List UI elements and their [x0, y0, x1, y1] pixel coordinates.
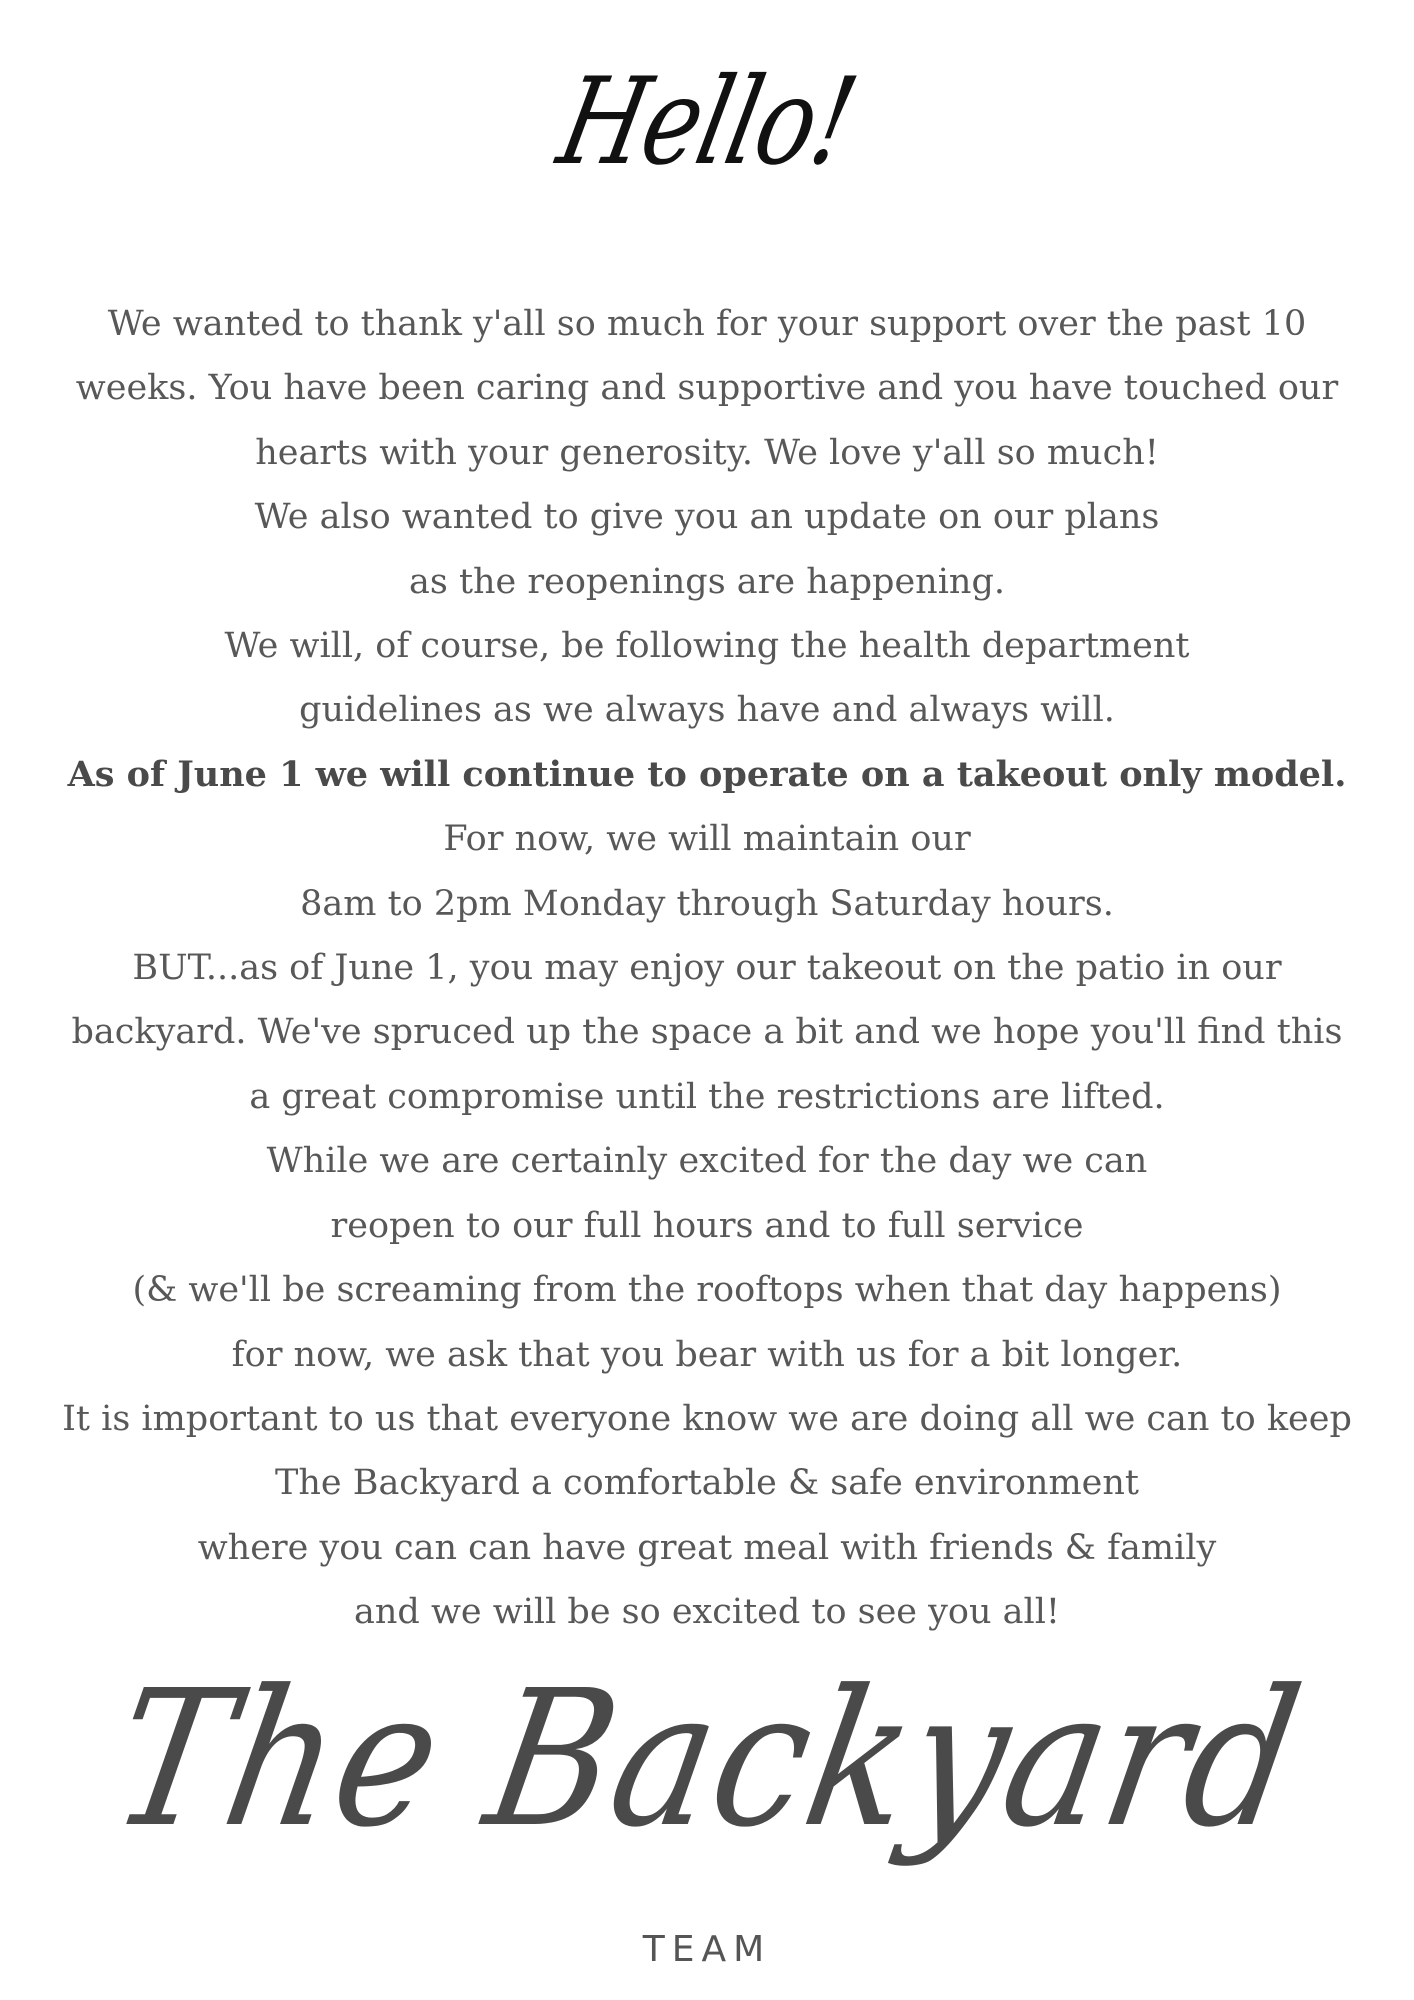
- body-line: as the reopenings are happening.: [409, 561, 1005, 602]
- body-line: The Backyard a comfortable & safe environment: [275, 1463, 1139, 1504]
- body-line: 8am to 2pm Monday through Saturday hours.: [300, 883, 1114, 924]
- body-line: We also wanted to give you an update on our plans: [254, 497, 1160, 538]
- body-line: For now, we will maintain our: [443, 819, 971, 860]
- signature-team-label: TEAM: [642, 1929, 772, 1970]
- greeting-heading: Hello!: [547, 53, 867, 192]
- body-line: hearts with your generosity. We love y'all so much!: [255, 432, 1159, 473]
- body-line: BUT...as of June 1, you may enjoy our takeout on the patio in our: [132, 948, 1282, 989]
- body-line: While we are certainly excited for the day we can: [266, 1141, 1148, 1182]
- body-line: for now, we ask that you bear with us for a bit longer.: [231, 1334, 1183, 1375]
- letter-body: [30, 292, 1384, 1645]
- body-line: a great compromise until the restrictions are lifted.: [249, 1076, 1165, 1117]
- signature-logo: The Backyard: [98, 1650, 1316, 1869]
- body-line: backyard. We've spruced up the space a bit and we hope you'll find this: [71, 1012, 1343, 1053]
- highlight-line: As of June 1 we will continue to operate on a takeout only model.: [67, 753, 1347, 795]
- body-line: (& we'll be screaming from the rooftops when that day happens): [132, 1270, 1282, 1311]
- body-line: weeks. You have been caring and supportive and you have touched our: [75, 368, 1339, 409]
- body-line: We wanted to thank y'all so much for your support over the past 10: [107, 304, 1307, 344]
- body-line: where you can can have great meal with friends & family: [197, 1527, 1217, 1568]
- body-line: It is important to us that everyone know we are doing all we can to keep: [62, 1398, 1352, 1439]
- body-line: and we will be so excited to see you all!: [354, 1592, 1060, 1633]
- body-line: We will, of course, be following the health department: [224, 626, 1190, 667]
- body-line: guidelines as we always have and always will.: [299, 690, 1115, 731]
- body-line: reopen to our full hours and to full service: [330, 1205, 1084, 1246]
